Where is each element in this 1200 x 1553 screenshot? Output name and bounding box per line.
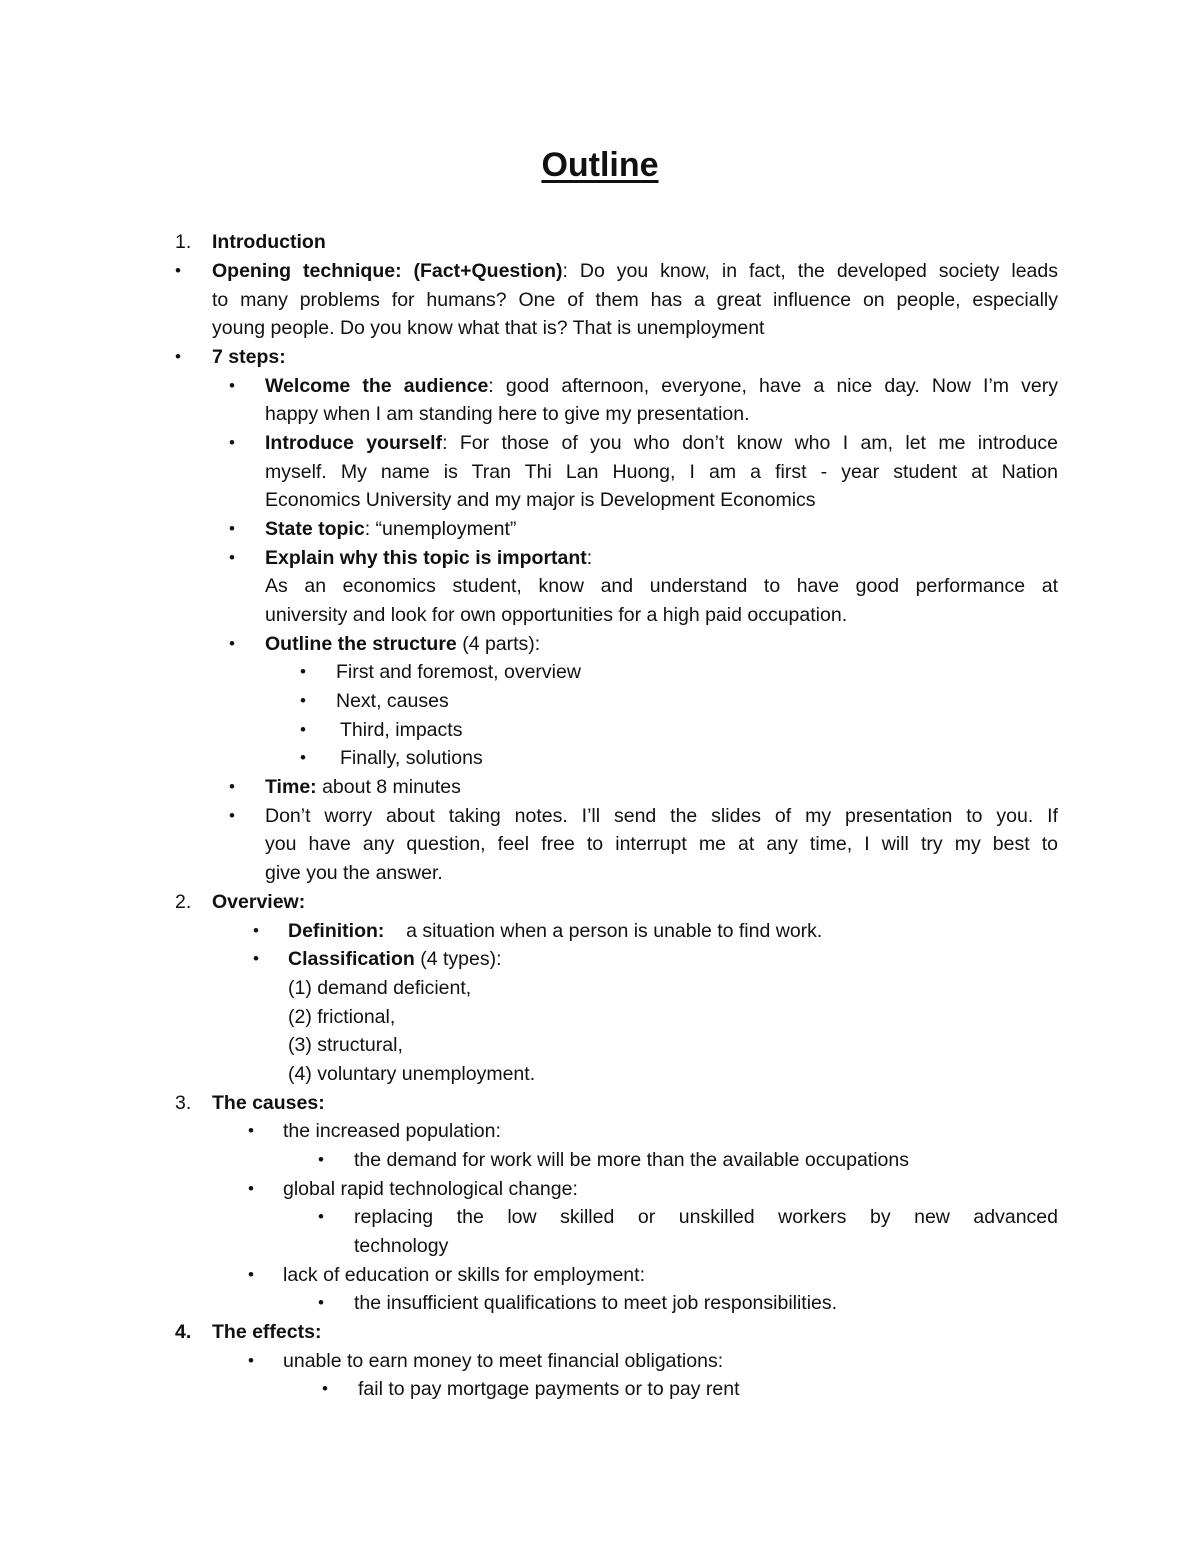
section-2-heading [212,888,305,917]
step-state-text: : “unemployment” [364,518,517,540]
outline-part-3: Third, impacts [340,719,463,741]
bullet-icon: • [248,1265,254,1284]
section-4-number-text: 4. [175,1321,192,1343]
bullet-icon: • [300,748,306,767]
seven-steps-label-text: 7 steps: [212,346,286,368]
bullet-icon: • [229,376,235,395]
step-explain-label: Explain why this topic is important [265,547,587,569]
cause-1: the increased population: [283,1120,501,1142]
bullet-icon: • [253,949,259,968]
bullet-icon: • [229,519,235,538]
cause-3: lack of education or skills for employment: [283,1264,645,1286]
step-explain-colon: : [586,547,593,569]
step-introduce-label: Introduce yourself [265,432,443,454]
effect-1: unable to earn money to meet financial obligations: [283,1350,724,1372]
opening-technique-line-3: young people. Do you know what that is? That is unemployment [212,317,765,339]
step-introduce-text-1: : For those of you who don’t know who I am, let me introduce [442,432,1058,454]
step-introduce-line-2: myself. My name is Tran Thi Lan Huong, I am a first - year student at Nation [265,461,1058,483]
page-title: Outline [541,146,659,184]
type-1: (1) demand deficient, [288,977,472,999]
classification-text: (4 types): [414,948,502,970]
bullet-icon: • [318,1150,324,1169]
step-explain-label-line [265,544,592,573]
opening-technique-line-2: to many problems for humans? One of them has a great influence on people, especially [212,289,1058,311]
section-3-heading-text: The causes: [212,1092,325,1114]
section-3-number: 3. [175,1092,192,1114]
step-welcome-label: Welcome the audience [265,375,489,397]
bullet-icon: • [318,1293,324,1312]
section-4-number [175,1318,191,1347]
step-explain-line-1: As an economics student, know and understand to have good performance at [265,575,1058,597]
section-2-heading-text: Overview: [212,891,306,913]
type-3: (3) structural, [288,1034,403,1056]
section-3-heading [212,1089,325,1118]
step-time-label: Time: [265,776,317,798]
outline-part-2: Next, causes [336,690,449,712]
type-2: (2) frictional, [288,1006,396,1028]
step-notes-line-3: give you the answer. [265,862,443,884]
bullet-icon: • [300,720,306,739]
cause-2-detail-line-1: replacing the low skilled or unskilled workers by new advanced [354,1206,1058,1228]
step-state-label: State topic [265,518,365,540]
bullet-icon: • [322,1379,328,1398]
definition-text: a situation when a person is unable to find work. [406,920,823,942]
definition-label: Definition: [288,920,385,942]
step-notes-line-2: you have any question, feel free to interrupt me at any time, I will try my best to [265,833,1058,855]
section-4-heading-text: The effects: [212,1321,322,1343]
section-4-heading [212,1318,321,1347]
opening-technique-label: Opening technique: (Fact+Question) [212,260,563,282]
bullet-icon: • [175,347,181,366]
opening-colon: : [562,260,568,282]
bullet-icon: • [318,1207,324,1226]
step-introduce-line-3: Economics University and my major is Development Economics [265,489,816,511]
section-1-heading-text: Introduction [212,231,326,253]
bullet-icon: • [229,806,235,825]
cause-3-detail: the insufficient qualifications to meet job responsibilities. [354,1292,838,1314]
cause-2: global rapid technological change: [283,1178,578,1200]
classification-line [288,945,502,974]
step-welcome-line-1 [265,372,1058,401]
step-state-topic [265,515,516,544]
step-explain-line-2: university and look for own opportunities for a high paid occupation. [265,604,848,626]
opening-text-1: Do you know, in fact, the developed society leads [579,260,1058,282]
cause-2-detail-line-2: technology [354,1235,449,1257]
step-welcome-text-1: : good afternoon, everyone, have a nice day. Now I’m very [488,375,1058,397]
bullet-icon: • [253,921,259,940]
section-2-number: 2. [175,891,192,913]
bullet-icon: • [229,433,235,452]
bullet-icon: • [248,1351,254,1370]
bullet-icon: • [248,1179,254,1198]
step-notes-line-1: Don’t worry about taking notes. I’ll send the slides of my presentation to you. If [265,805,1058,827]
seven-steps-label [212,343,286,372]
step-introduce-line-1 [265,429,1058,458]
definition-line [288,917,822,946]
bullet-icon: • [229,634,235,653]
outline-part-1: First and foremost, overview [336,661,581,683]
step-time [265,773,461,802]
step-outline-label: Outline the structure [265,633,457,655]
cause-1-detail: the demand for work will be more than the available occupations [354,1149,909,1171]
section-1-number: 1. [175,231,192,253]
type-4: (4) voluntary unemployment. [288,1063,536,1085]
bullet-icon: • [229,777,235,796]
step-outline-text: (4 parts): [456,633,541,655]
section-1-heading [212,228,326,257]
effect-1-detail: fail to pay mortgage payments or to pay rent [358,1378,740,1400]
bullet-icon: • [300,662,306,681]
opening-technique-line-1 [212,257,1058,286]
step-welcome-line-2: happy when I am standing here to give my presentation. [265,403,750,425]
step-outline-structure [265,630,540,659]
bullet-icon: • [229,548,235,567]
bullet-icon: • [175,261,181,280]
classification-label: Classification [288,948,415,970]
bullet-icon: • [300,691,306,710]
outline-part-4: Finally, solutions [340,747,483,769]
bullet-icon: • [248,1121,254,1140]
step-time-text: about 8 minutes [316,776,461,798]
